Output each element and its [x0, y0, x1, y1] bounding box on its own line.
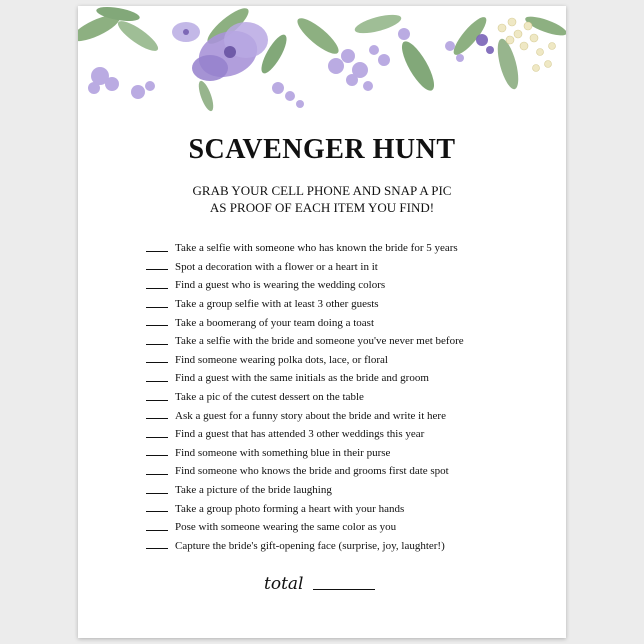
item-text: Capture the bride's gift-opening face (surprise, joy, laughter!) [175, 539, 445, 552]
checkbox-blank-line [146, 418, 168, 419]
list-item [146, 258, 556, 277]
checkbox-blank-line [146, 269, 168, 270]
list-item [146, 351, 556, 370]
total-label: total [264, 574, 304, 594]
list-item [146, 276, 556, 295]
list-item [146, 462, 556, 481]
item-text: Find a guest that has attended 3 other weddings this year [175, 428, 425, 441]
checkbox-blank-line [146, 455, 168, 456]
item-text: Take a group selfie with at least 3 other guests [175, 298, 379, 311]
checkbox-blank-line [146, 474, 168, 475]
checkbox-blank-line [146, 511, 168, 512]
total-score [264, 574, 375, 594]
checkbox-blank-line [146, 344, 168, 345]
scavenger-hunt-list [146, 239, 556, 555]
item-text: Take a selfie with the bride and someone you've never met before [175, 335, 464, 348]
list-item [146, 537, 556, 556]
instructions-line-1: GRAB YOUR CELL PHONE AND SNAP A PIC [192, 183, 452, 198]
item-text: Spot a decoration with a flower or a heart in it [175, 260, 378, 273]
list-item [146, 481, 556, 500]
list-item [146, 406, 556, 425]
item-text: Find a guest who is wearing the wedding colors [175, 279, 386, 292]
list-item [146, 499, 556, 518]
checkbox-blank-line [146, 530, 168, 531]
floral-border-illustration [78, 6, 566, 118]
checkbox-blank-line [146, 400, 168, 401]
list-item [146, 518, 556, 537]
item-text: Pose with someone wearing the same color as you [175, 521, 397, 534]
checkbox-blank-line [146, 307, 168, 308]
list-item [146, 313, 556, 332]
instructions-line-2: AS PROOF OF EACH ITEM YOU FIND! [209, 200, 435, 215]
list-item [146, 369, 556, 388]
item-text: Find someone wearing polka dots, lace, or floral [175, 353, 388, 366]
list-item [146, 444, 556, 463]
scavenger-hunt-card [78, 6, 566, 638]
checkbox-blank-line [146, 437, 168, 438]
checkbox-blank-line [146, 548, 168, 549]
item-text: Take a group photo forming a heart with your hands [175, 502, 405, 515]
item-text: Take a selfie with someone who has known the bride for 5 years [175, 242, 458, 255]
list-item [146, 332, 556, 351]
leaves [78, 6, 566, 113]
item-text: Ask a guest for a funny story about the bride and write it here [175, 409, 446, 422]
item-text: Find someone who knows the bride and grooms first date spot [175, 465, 449, 478]
item-text: Take a pic of the cutest dessert on the table [175, 391, 364, 404]
checkbox-blank-line [146, 381, 168, 382]
page-title: SCAVENGER HUNT [188, 134, 456, 165]
item-text: Take a boomerang of your team doing a toast [175, 316, 374, 329]
list-item [146, 425, 556, 444]
checkbox-blank-line [146, 493, 168, 494]
list-item [146, 388, 556, 407]
checkbox-blank-line [146, 251, 168, 252]
list-item [146, 239, 556, 258]
checkbox-blank-line [146, 288, 168, 289]
checkbox-blank-line [146, 325, 168, 326]
total-blank-line [313, 589, 375, 590]
item-text: Take a picture of the bride laughing [175, 484, 332, 497]
checkbox-blank-line [146, 362, 168, 363]
item-text: Find someone with something blue in their purse [175, 446, 391, 459]
instructions [78, 182, 566, 216]
item-text: Find a guest with the same initials as the bride and groom [175, 372, 429, 385]
list-item [146, 295, 556, 314]
